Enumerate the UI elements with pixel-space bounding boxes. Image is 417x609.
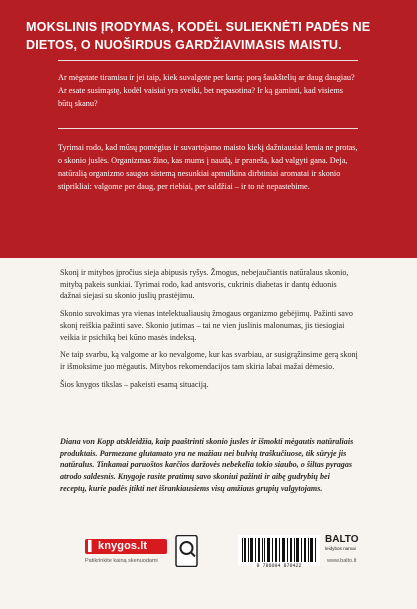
band-divider-middle xyxy=(58,128,358,129)
barcode-icon xyxy=(238,535,320,566)
retailer-name: knygos.lt xyxy=(98,540,148,552)
body-paragraph-2: Skonio suvokimas yra vienas intelektualiausių žmogaus organizmo gebėjimų. Pažinti savo skonį reiškia pažinti save. Skonio jutimas – tai ne vien juslinis malonumas, jis tiesiogiai veikia ir psichiką bei kūno masės indeksą. xyxy=(60,309,353,342)
publisher-name: BALTO xyxy=(325,534,359,545)
retailer-logo: ▌ knygos.lt xyxy=(85,539,167,554)
book-summary: Diana von Kopp atskleidžia, kaip paaštrinti skonio jusles ir išmokti mėgautis natūraliais produktais. Parmezane glutamato yra ne mažiau nei bulvių traškučiuose, tik sūryje jis natūralus. Tinkamai paruoštos karčios daržovės nebekelia tokio siaubo, o šiltas pyragas atrodo saldesnis. Knygoje rasite pratimų savo skoniui pažinti ir aibę gudrybių bei receptų, kurie padės įtikti net išrankiausiems visų amžiaus grupių valgytojams. xyxy=(60,437,354,493)
cover-headline: MOKSLINIS ĮRODYMAS, KODĖL SULIEKNĖTI PADĖS NE DIETOS, O NUOŠIRDUS GARDŽIAVIMASIS MAISTU. xyxy=(26,20,371,52)
publisher-subtitle: leidybos namai xyxy=(325,546,356,551)
retailer-caption: Patikrinkite kainą skenuodami xyxy=(85,558,158,564)
research-paragraph: Tyrimai rodo, kad mūsų pomėgius ir suvartojamo maisto kiekį dažniausiai lemia ne protas, o skonio juslės. Organizmas žino, kas mums į naudą, ir praneša, kad valgyti gana. Deja, natūralią organizmo saugos sistemą nesunkiai apmulkina dirbtiniai aromatai ir skonio stiprikliai: valgome per daug, per riebiai, per saldžiai – ir to nė nepastebime. xyxy=(58,143,358,191)
body-copy xyxy=(60,267,358,396)
band-divider-top xyxy=(58,60,358,61)
body-paragraph-1: Skonį ir mitybos įpročius sieja abipusis ryšys. Žmogus, nebejaučiantis natūralaus skonio, mitybą pakeis sunkiai. Tyrimai rodo, kad antsvoris, cukrinis diabetas ir dantų ėduonis dažnai siejasi su skonio juslių prastėjimu. xyxy=(60,268,349,301)
isbn-number: 9 786094 870422 xyxy=(256,563,302,569)
phone-search-icon xyxy=(175,535,198,567)
red-info-band xyxy=(0,0,417,258)
publisher-logo xyxy=(325,535,363,552)
body-paragraph-4: Šios knygos tikslas – pakeisti esamą situaciją. xyxy=(60,379,209,389)
intro-paragraph: Ar mėgstate tiramisu ir jei taip, kiek suvalgote per kartą: porą šaukštelių ar daug daugiau? Ar esate susimąstę, kodėl vaisiai yra sveiki, bet nepasotina? Ir ką gaminti, kad visiems būtų skanu? xyxy=(58,73,355,108)
publisher-website: www.balto.lt xyxy=(327,558,357,564)
body-paragraph-3: Ne taip svarbu, ką valgome ar ko nevalgome, kur kas svarbiau, ar susigrąžinsime gerą skonį ir išmoksime juo mėgautis. Mitybos rekomendacijos tam skiria labai mažai dėmesio. xyxy=(60,350,358,371)
